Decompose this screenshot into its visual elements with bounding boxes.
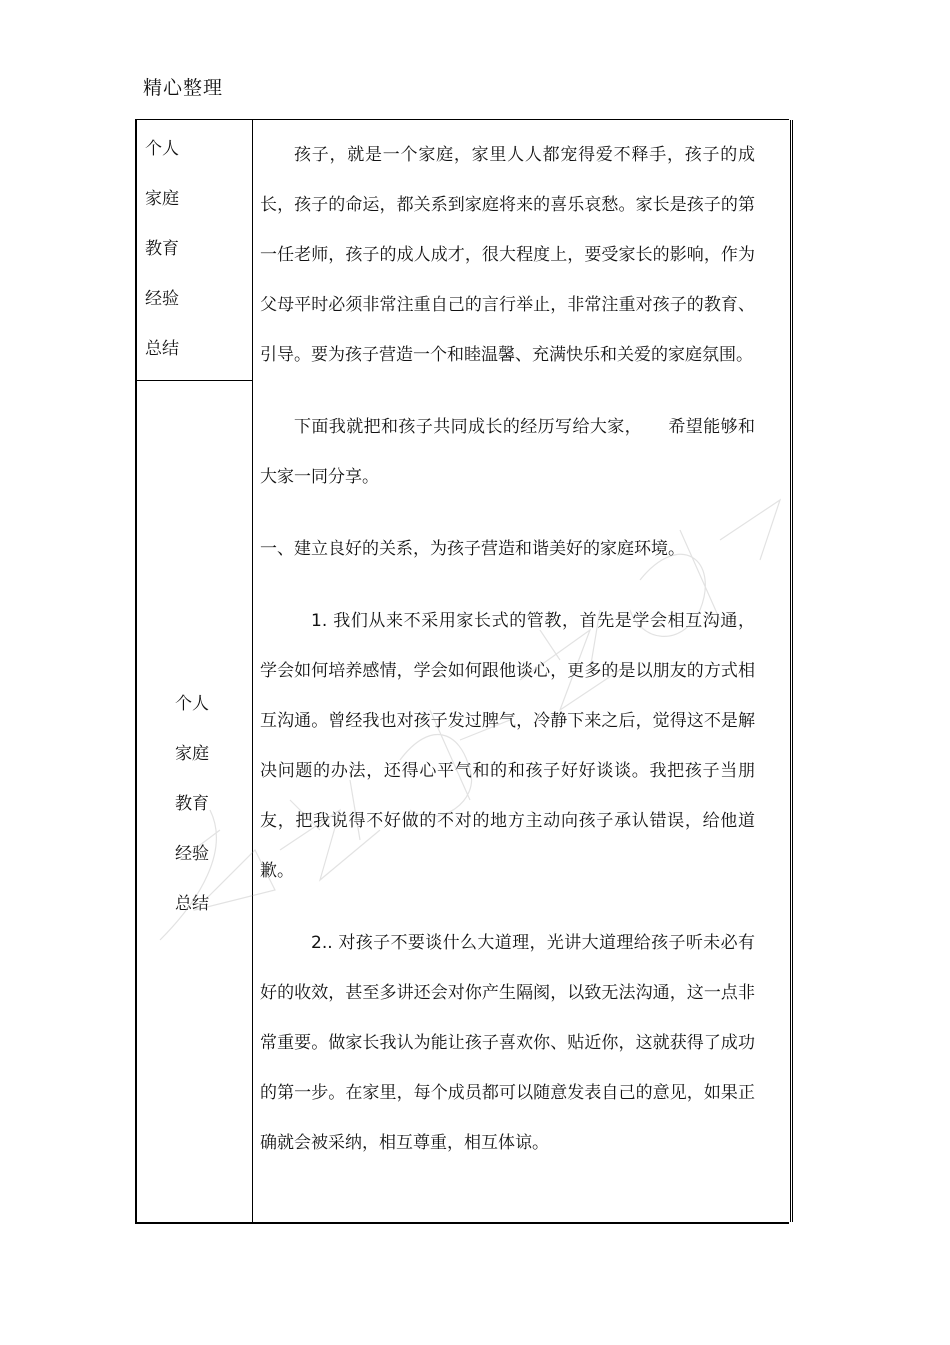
label-vertical-top (145, 132, 179, 382)
table-right-border (790, 120, 791, 1222)
label-char: 经验 (145, 289, 179, 309)
paragraph-point-1: 1. 我们从来不采用家长式的管教，首先是学会相互沟通，学会如何培养感情，学会如何跟他谈心，更多的是以朋友的方式相互沟通。曾经我也对孩子发过脾气，冷静下来之后，觉得这不是解决问题的办法，还得心平气和的和孩子好好谈谈。我把孩子当朋友，把我说得不好做的不对的地方主动向孩子承认错误，给他道歉。 (260, 611, 755, 881)
label-char: 教育 (145, 239, 179, 259)
label-column (137, 120, 253, 1222)
label-cell-top (137, 120, 252, 381)
content-cell (260, 130, 755, 1168)
paragraph-intro: 孩子，就是一个家庭，家里人人都宠得爱不释手，孩子的成长，孩子的命运，都关系到家庭将来的喜乐哀愁。家长是孩子的第一任老师，孩子的成人成才，很大程度上，要受家长的影响，作为父母平时必须非常注重自己的言行举止，非常注重对孩子的教育、引导。要为孩子营造一个和睦温馨、充满快乐和关爱的家庭氛围。 (260, 145, 755, 365)
label-char: 家庭 (145, 189, 179, 209)
section-heading: 一、建立良好的关系，为孩子营造和谐美好的家庭环境。 (260, 539, 685, 559)
label-vertical-bottom (175, 687, 209, 937)
label-char: 教育 (175, 794, 209, 814)
label-char: 总结 (145, 339, 179, 359)
label-char: 经验 (175, 844, 209, 864)
paragraph-share: 下面我就把和孩子共同成长的经历写给大家， 希望能够和大家一同分享。 (260, 417, 755, 487)
page-header-title: 精心整理 (143, 77, 224, 99)
label-char: 个人 (145, 139, 179, 159)
paragraph-point-2: 2.. 对孩子不要谈什么大道理，光讲大道理给孩子听未必有好的收效，甚至多讲还会对你产生隔阂，以致无法沟通，这一点非常重要。做家长我认为能让孩子喜欢你、贴近你，这就获得了成功的第一步。在家里，每个成员都可以随意发表自己的意见，如果正确就会被采纳，相互尊重，相互体谅。 (260, 933, 755, 1153)
summary-table (135, 119, 789, 1224)
label-char: 家庭 (175, 744, 209, 764)
label-char: 总结 (175, 894, 209, 914)
table-right-border-outer (792, 120, 793, 1222)
label-char: 个人 (175, 694, 209, 714)
